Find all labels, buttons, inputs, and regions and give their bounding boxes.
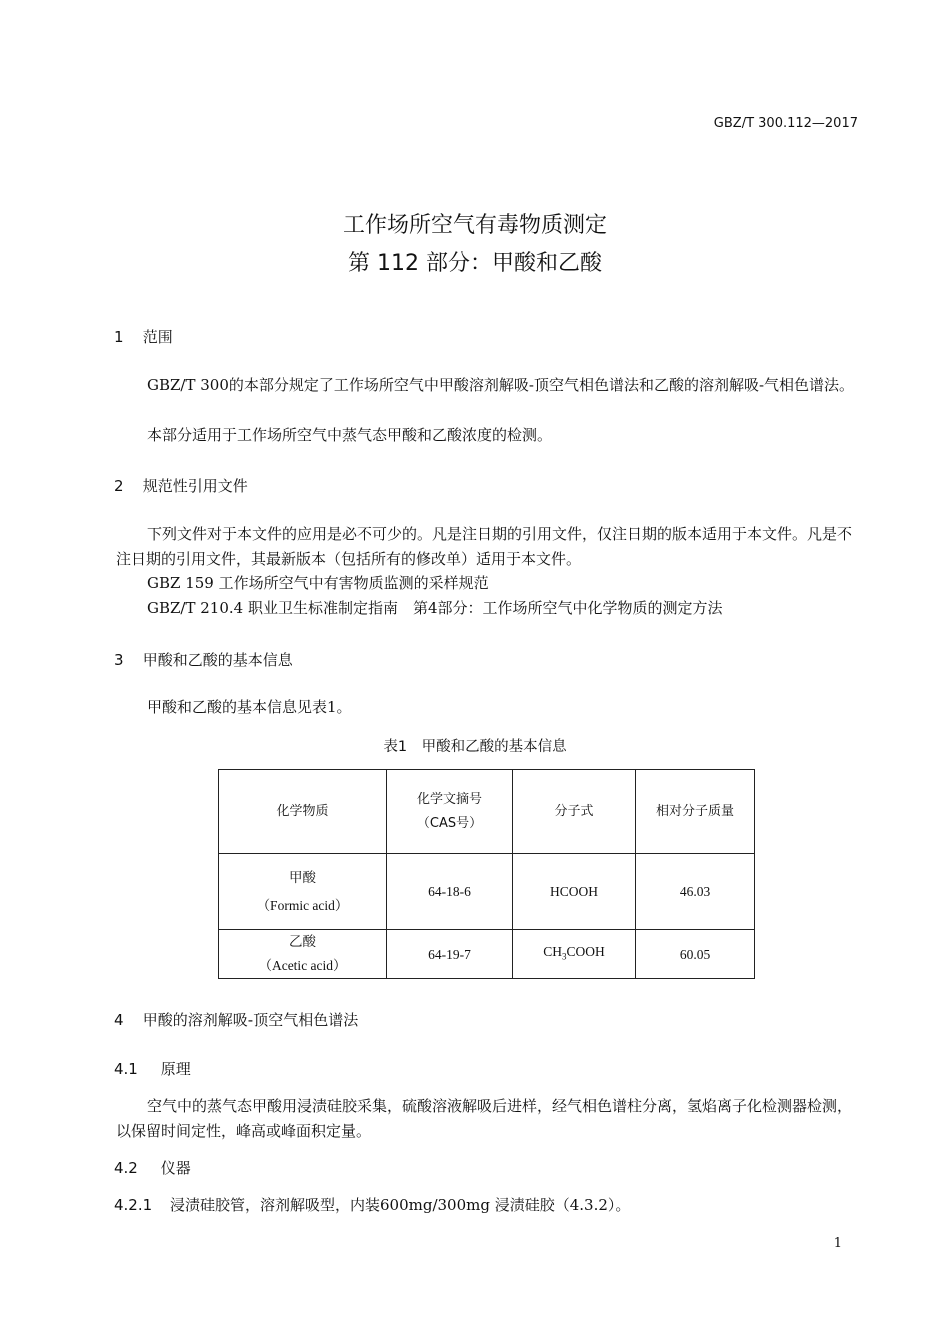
section-title: 甲酸的溶剂解吸-顶空气相色谱法 — [142, 1011, 359, 1029]
section-number: 4.2 — [114, 1159, 138, 1177]
clause-text: 浸渍硅胶管，溶剂解吸型，内装600mg/300mg 浸渍硅胶（4.3.2）。 — [170, 1196, 631, 1214]
substance-cell — [219, 854, 387, 930]
paragraph: 甲酸和乙酸的基本信息见表1。 — [147, 698, 352, 716]
clause-number: 4.2.1 — [114, 1196, 153, 1214]
section-number: 4 — [114, 1011, 124, 1029]
formula-cell — [513, 930, 636, 979]
basic-info-table — [218, 769, 755, 979]
mass-cell: 60.05 — [636, 930, 755, 979]
section-number: 2 — [114, 477, 124, 495]
cas-header-line1: 化学文摘号 — [416, 791, 482, 807]
table-header-row — [219, 770, 755, 854]
substance-name-en: （Acetic acid） — [258, 958, 347, 973]
section-heading-4-2 — [114, 1157, 191, 1178]
column-header-mass: 相对分子质量 — [636, 770, 755, 854]
section-heading-3 — [114, 649, 293, 670]
formula-part: CH — [543, 943, 562, 959]
paragraph: 本部分适用于工作场所空气中蒸气态甲酸和乙酸浓度的检测。 — [147, 426, 553, 444]
column-header-formula: 分子式 — [513, 770, 636, 854]
section-title: 范围 — [142, 328, 173, 346]
formula-cell: HCOOH — [513, 854, 636, 930]
section-heading-4-1 — [114, 1058, 191, 1079]
section-title: 甲酸和乙酸的基本信息 — [142, 651, 293, 669]
substance-name-en: （Formic acid） — [256, 897, 349, 913]
standard-code: GBZ/T 300.112—2017 — [713, 116, 858, 131]
section-title: 规范性引用文件 — [142, 477, 248, 495]
formula-part: COOH — [566, 943, 605, 959]
section-heading-4 — [114, 1009, 358, 1030]
paragraph: GBZ/T 300的本部分规定了工作场所空气中甲酸溶剂解吸-顶空气相色谱法和乙酸的溶剂解吸-气相色谱法。 — [147, 376, 855, 394]
section-number: 3 — [114, 651, 124, 669]
document-title: 工作场所空气有毒物质测定 — [342, 213, 607, 238]
document-subtitle: 第 112 部分：甲酸和乙酸 — [348, 251, 602, 276]
paragraph: 下列文件对于本文件的应用是必不可少的。凡是注日期的引用文件，仅注日期的版本适用于本文件。凡是不注日期的引用文件，其最新版本（包括所有的修改单）适用于本文件。 — [116, 525, 853, 568]
page-number: 1 — [833, 1236, 842, 1251]
table-row — [219, 930, 755, 979]
formula-subscript: 3 — [562, 951, 567, 962]
cas-cell: 64-18-6 — [387, 854, 513, 930]
cas-header-line2: （CAS号） — [416, 815, 483, 831]
clause-4-2-1 — [114, 1193, 860, 1218]
section-title: 仪器 — [160, 1159, 191, 1177]
reference-item: GBZ 159 工作场所空气中有害物质监测的采样规范 — [147, 574, 489, 592]
paragraph: 空气中的蒸气态甲酸用浸渍硅胶采集，硫酸溶液解吸后进样，经气相色谱柱分离，氢焰离子化检测器检测，以保留时间定性，峰高或峰面积定量。 — [116, 1097, 853, 1140]
column-header-cas — [387, 770, 513, 854]
table-caption: 表1 甲酸和乙酸的基本信息 — [383, 739, 567, 755]
cas-cell: 64-19-7 — [387, 930, 513, 979]
section-heading-1 — [114, 326, 173, 347]
reference-item: GBZ/T 210.4 职业卫生标准制定指南 第4部分：工作场所空气中化学物质的测定方法 — [147, 599, 723, 617]
section-number: 4.1 — [114, 1060, 138, 1078]
substance-name: 乙酸 — [289, 934, 316, 949]
substance-name: 甲酸 — [289, 869, 316, 885]
section-title: 原理 — [160, 1060, 191, 1078]
section-heading-2 — [114, 475, 248, 496]
table-row — [219, 854, 755, 930]
substance-cell — [219, 930, 387, 979]
mass-cell: 46.03 — [636, 854, 755, 930]
column-header-substance: 化学物质 — [219, 770, 387, 854]
section-number: 1 — [114, 328, 124, 346]
